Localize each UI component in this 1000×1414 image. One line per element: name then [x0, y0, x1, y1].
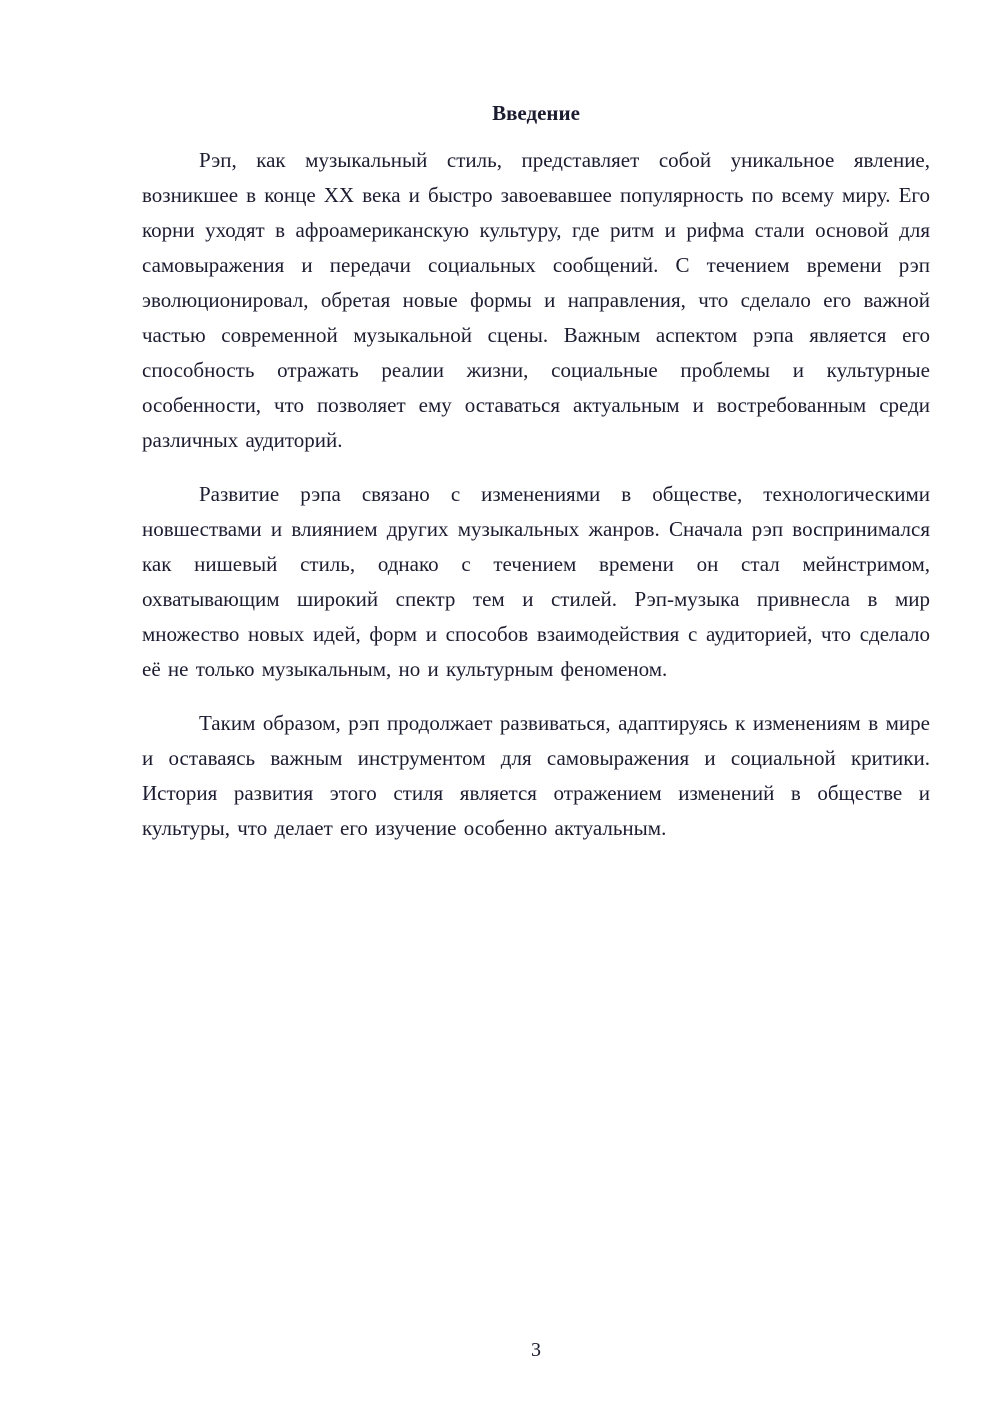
- paragraph-1: Рэп, как музыкальный стиль, представляет собой уникальное явление, возникшее в конце XX века и быстро завоевавшее популярность по всему миру. Его корни уходят в афроамериканскую культуру, где ритм и рифма стали основой для самовыражения и передачи социальных сообщений. С течением времени рэп эволюционировал, обретая новые формы и направления, что сделало его важной частью современной музыкальной сцены. Важным аспектом рэпа является его способность отражать реалии жизни, социальные проблемы и культурные особенности, что позволяет ему оставаться актуальным и востребованным среди различных аудиторий.: [142, 148, 930, 452]
- paragraph-2: Развитие рэпа связано с изменениями в обществе, технологическими новшествами и влиянием других музыкальных жанров. Сначала рэп воспринимался как нишевый стиль, однако с течением времени он стал мейнстримом, охватывающим широкий спектр тем и стилей. Рэп-музыка привнесла в мир множество новых идей, форм и способов взаимодействия с аудиторией, что сделало её не только музыкальным, но и культурным феноменом.: [142, 482, 930, 681]
- paragraph-3: Таким образом, рэп продолжает развиваться, адаптируясь к изменениям в мире и оставаясь важным инструментом для самовыражения и социальной критики. История развития этого стиля является отражением изменений в обществе и культуры, что делает его изучение особенно актуальным.: [142, 711, 930, 840]
- page-number: 3: [531, 1339, 541, 1361]
- page-title: Введение: [492, 101, 580, 125]
